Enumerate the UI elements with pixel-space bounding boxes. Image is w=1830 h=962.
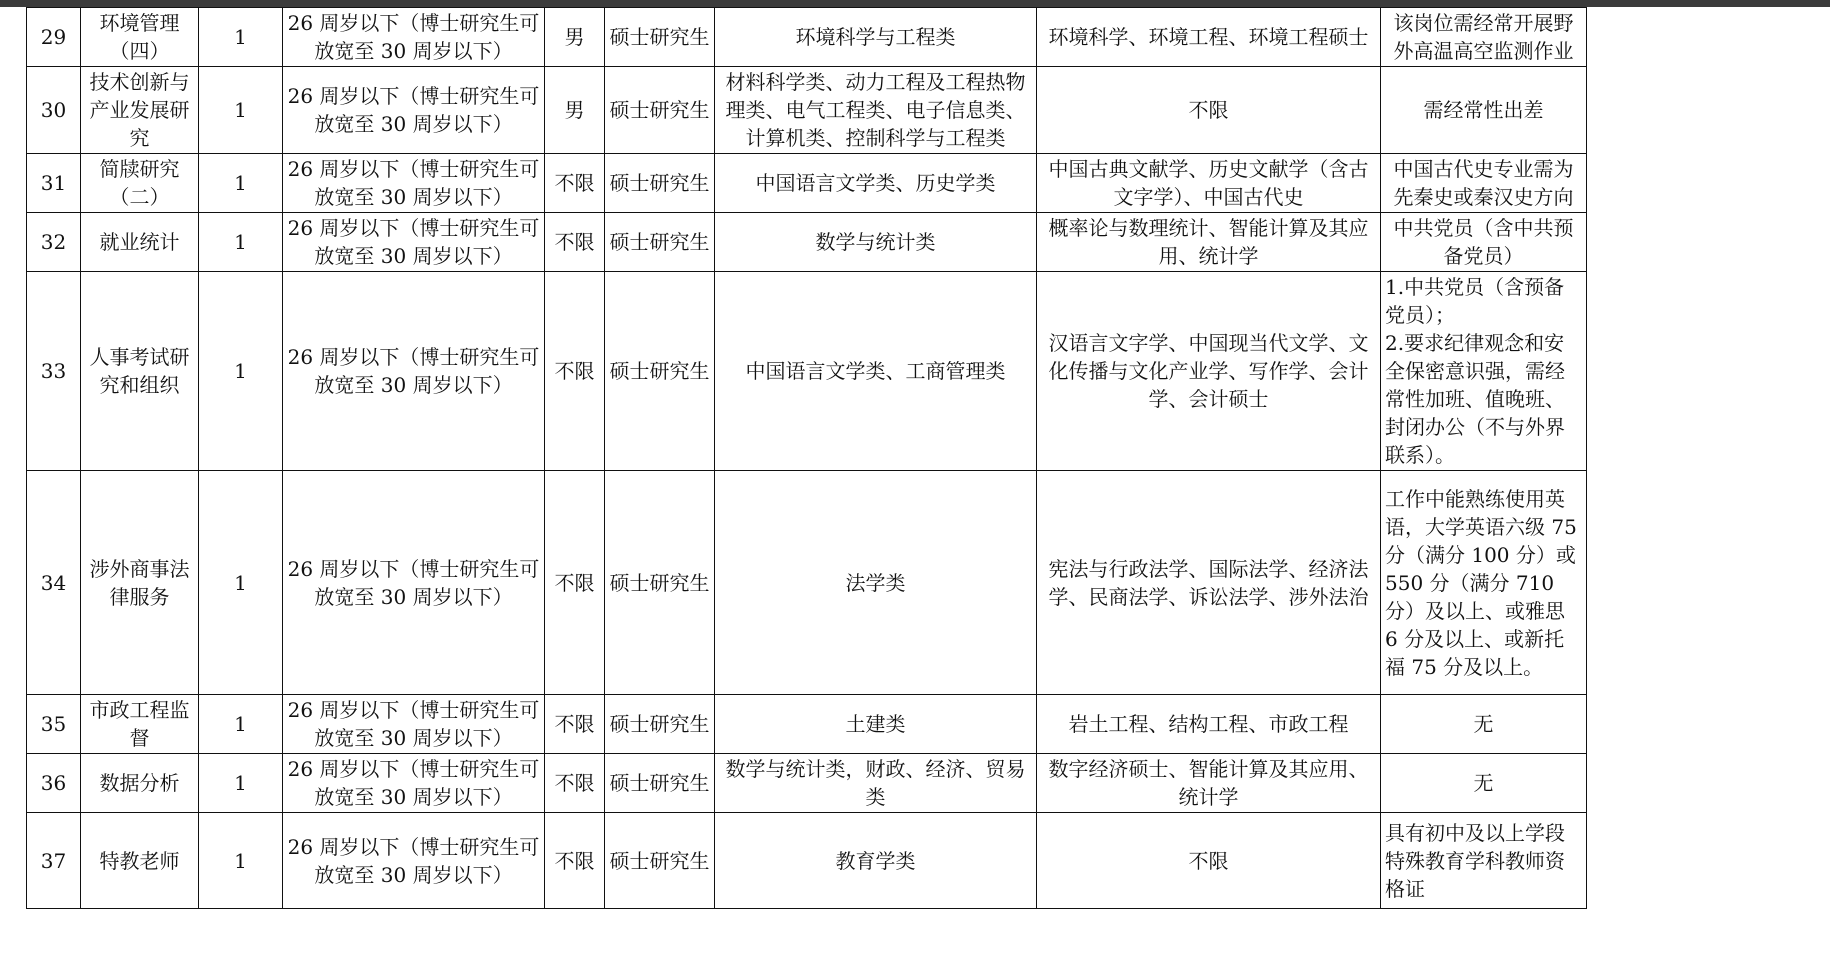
cell-note: 具有初中及以上学段特殊教育学科教师资格证	[1381, 813, 1587, 909]
cell-gender: 不限	[545, 471, 605, 695]
cell-edu: 硕士研究生	[605, 213, 715, 272]
cell-note: 该岗位需经常开展野外高温高空监测作业	[1381, 8, 1587, 67]
cell-post: 涉外商事法律服务	[81, 471, 199, 695]
cell-gender: 不限	[545, 695, 605, 754]
cell-post: 市政工程监督	[81, 695, 199, 754]
cell-major: 不限	[1037, 813, 1381, 909]
cell-age: 26 周岁以下（博士研究生可放宽至 30 周岁以下）	[283, 67, 545, 154]
table-row	[27, 813, 1587, 909]
cell-age: 26 周岁以下（博士研究生可放宽至 30 周岁以下）	[283, 154, 545, 213]
cell-edu: 硕士研究生	[605, 813, 715, 909]
cell-edu: 硕士研究生	[605, 695, 715, 754]
cell-edu: 硕士研究生	[605, 471, 715, 695]
cell-major-category: 环境科学与工程类	[715, 8, 1037, 67]
cell-major-category: 数学与统计类	[715, 213, 1037, 272]
table-row	[27, 67, 1587, 154]
cell-age: 26 周岁以下（博士研究生可放宽至 30 周岁以下）	[283, 813, 545, 909]
cell-gender: 不限	[545, 754, 605, 813]
cell-gender: 不限	[545, 154, 605, 213]
cell-post: 特教老师	[81, 813, 199, 909]
cell-count: 1	[199, 154, 283, 213]
cell-no: 36	[27, 754, 81, 813]
cell-count: 1	[199, 813, 283, 909]
cell-major: 宪法与行政法学、国际法学、经济法学、民商法学、诉讼法学、涉外法治	[1037, 471, 1381, 695]
cell-count: 1	[199, 213, 283, 272]
cell-note: 1.中共党员（含预备党员）； 2.要求纪律观念和安全保密意识强，需经常性加班、值晚班、封闭办公（不与外界联系）。	[1381, 272, 1587, 471]
cell-no: 33	[27, 272, 81, 471]
cell-note: 无	[1381, 695, 1587, 754]
cell-count: 1	[199, 754, 283, 813]
cell-age: 26 周岁以下（博士研究生可放宽至 30 周岁以下）	[283, 8, 545, 67]
cell-post: 人事考试研究和组织	[81, 272, 199, 471]
cell-gender: 不限	[545, 213, 605, 272]
cell-major-category: 材料科学类、动力工程及工程热物理类、电气工程类、电子信息类、计算机类、控制科学与工程类	[715, 67, 1037, 154]
cell-count: 1	[199, 67, 283, 154]
cell-edu: 硕士研究生	[605, 272, 715, 471]
cell-major: 岩土工程、结构工程、市政工程	[1037, 695, 1381, 754]
cell-gender: 男	[545, 8, 605, 67]
table-row	[27, 213, 1587, 272]
cell-no: 37	[27, 813, 81, 909]
cell-post: 环境管理（四）	[81, 8, 199, 67]
cell-major-category: 中国语言文学类、历史学类	[715, 154, 1037, 213]
cell-count: 1	[199, 695, 283, 754]
cell-age: 26 周岁以下（博士研究生可放宽至 30 周岁以下）	[283, 471, 545, 695]
cell-major: 不限	[1037, 67, 1381, 154]
cell-no: 30	[27, 67, 81, 154]
cell-major: 概率论与数理统计、智能计算及其应用、统计学	[1037, 213, 1381, 272]
top-bar	[0, 0, 1830, 7]
cell-note: 需经常性出差	[1381, 67, 1587, 154]
cell-count: 1	[199, 8, 283, 67]
cell-gender: 不限	[545, 813, 605, 909]
cell-count: 1	[199, 471, 283, 695]
cell-post: 简牍研究（二）	[81, 154, 199, 213]
cell-edu: 硕士研究生	[605, 8, 715, 67]
cell-gender: 男	[545, 67, 605, 154]
cell-major: 汉语言文字学、中国现当代文学、文化传播与文化产业学、写作学、会计学、会计硕士	[1037, 272, 1381, 471]
cell-major-category: 土建类	[715, 695, 1037, 754]
cell-edu: 硕士研究生	[605, 754, 715, 813]
cell-no: 29	[27, 8, 81, 67]
cell-no: 32	[27, 213, 81, 272]
cell-note: 中国古代史专业需为先秦史或秦汉史方向	[1381, 154, 1587, 213]
table-row	[27, 471, 1587, 695]
cell-major: 环境科学、环境工程、环境工程硕士	[1037, 8, 1381, 67]
cell-edu: 硕士研究生	[605, 67, 715, 154]
cell-post: 数据分析	[81, 754, 199, 813]
cell-post: 技术创新与产业发展研究	[81, 67, 199, 154]
cell-major: 数字经济硕士、智能计算及其应用、统计学	[1037, 754, 1381, 813]
cell-no: 35	[27, 695, 81, 754]
cell-no: 34	[27, 471, 81, 695]
cell-edu: 硕士研究生	[605, 154, 715, 213]
cell-major-category: 数学与统计类，财政、经济、贸易类	[715, 754, 1037, 813]
cell-count: 1	[199, 272, 283, 471]
cell-note: 无	[1381, 754, 1587, 813]
table-row	[27, 754, 1587, 813]
cell-note: 工作中能熟练使用英语，大学英语六级 75 分（满分 100 分）或 550 分（满分 710 分）及以上、或雅思 6 分及以上、或新托福 75 分及以上。	[1381, 471, 1587, 695]
cell-age: 26 周岁以下（博士研究生可放宽至 30 周岁以下）	[283, 754, 545, 813]
table-row	[27, 8, 1587, 67]
cell-major-category: 法学类	[715, 471, 1037, 695]
cell-major-category: 中国语言文学类、工商管理类	[715, 272, 1037, 471]
cell-post: 就业统计	[81, 213, 199, 272]
cell-age: 26 周岁以下（博士研究生可放宽至 30 周岁以下）	[283, 272, 545, 471]
table-row	[27, 154, 1587, 213]
cell-age: 26 周岁以下（博士研究生可放宽至 30 周岁以下）	[283, 695, 545, 754]
table-row	[27, 695, 1587, 754]
cell-note: 中共党员（含中共预备党员）	[1381, 213, 1587, 272]
cell-gender: 不限	[545, 272, 605, 471]
recruitment-table	[26, 7, 1587, 909]
table-row	[27, 272, 1587, 471]
cell-major: 中国古典文献学、历史文献学（含古文字学）、中国古代史	[1037, 154, 1381, 213]
cell-age: 26 周岁以下（博士研究生可放宽至 30 周岁以下）	[283, 213, 545, 272]
cell-no: 31	[27, 154, 81, 213]
cell-major-category: 教育学类	[715, 813, 1037, 909]
